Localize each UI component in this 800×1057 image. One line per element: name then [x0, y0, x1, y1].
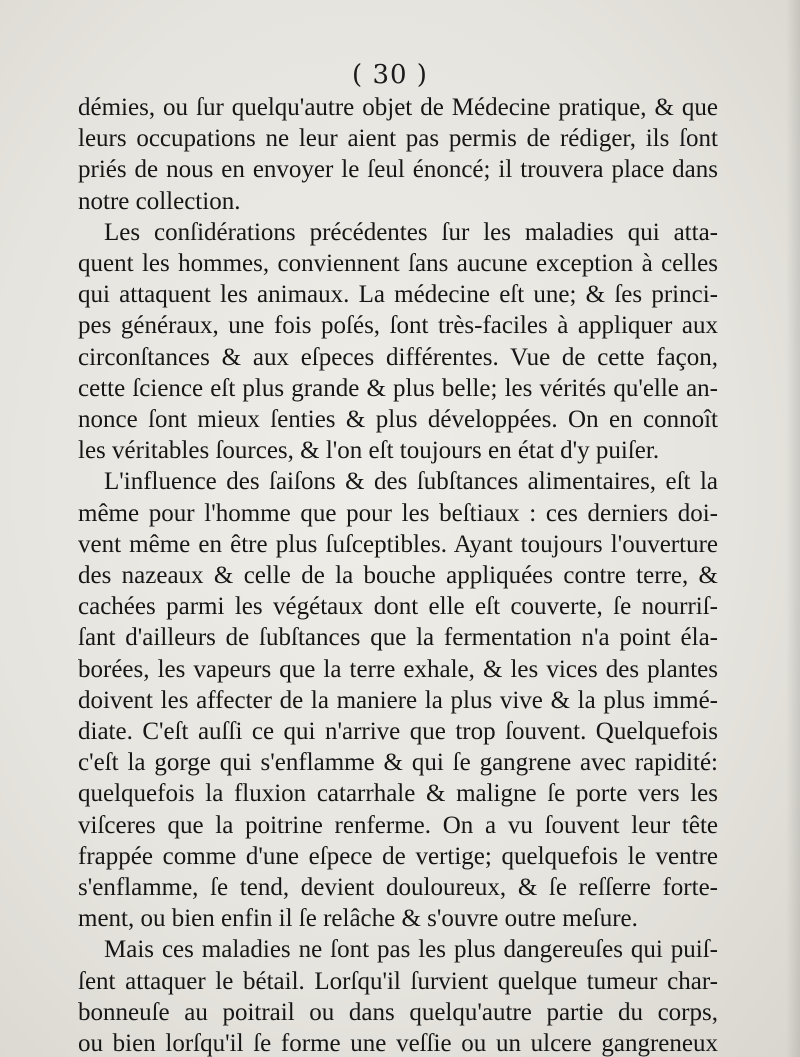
text-line: borées, les vapeurs que la terre exhale, & les vices des plantes [78, 655, 718, 683]
text-line: leurs occupations ne leur aient pas permis de rédiger, ils ſont [78, 125, 718, 153]
text-line: bonneuſe au poitrail ou dans quelqu'autre partie du corps, [78, 998, 718, 1026]
text-line: Les conſidérations précédentes ſur les maladies qui atta- [104, 218, 718, 246]
page-number: ( 30 ) [352, 60, 428, 90]
text-line: doivent les affecter de la maniere la plus vive & la plus immé- [78, 686, 718, 714]
text-line: ſent attaquer le bétail. Lorſqu'il ſurvient quelque tumeur char- [78, 967, 718, 995]
text-line: cachées parmi les végétaux dont elle eſt couverte, ſe nourriſ- [78, 593, 718, 621]
paragraph [78, 92, 718, 217]
page-edge-shadow [786, 0, 800, 1057]
text-line: priés de nous en envoyer le ſeul énoncé; il trouvera place dans [78, 156, 718, 184]
text-line: Mais ces maladies ne ſont pas les plus dangereuſes qui puiſ- [104, 936, 718, 964]
text-line: des nazeaux & celle de la bouche appliquées contre terre, & [78, 562, 718, 590]
text-line: ment, ou bien enfin il ſe relâche & s'ouvre outre meſure. [78, 905, 638, 933]
text-line: s'enflamme, ſe tend, devient douloureux, & ſe reſſerre forte- [78, 874, 718, 902]
paragraph [78, 217, 718, 467]
text-line: les véritables ſources, & l'on eſt toujours en état d'y puiſer. [78, 437, 660, 465]
text-line: L'influence des ſaiſons & des ſubſtances alimentaires, eſt la [104, 468, 718, 496]
text-line: vent même en être plus ſuſceptibles. Ayant toujours l'ouverture [78, 530, 718, 558]
text-line: cette ſcience eſt plus grande & plus belle; les vérités qu'elle an- [78, 374, 718, 402]
text-line: notre collection. [78, 187, 241, 215]
text-line: démies, ou ſur quelqu'autre objet de Médecine pratique, & que [78, 94, 718, 121]
paragraph [78, 466, 718, 934]
text-line: ou bien lorſqu'il ſe forme une veſſie ou un ulcere gangreneux [78, 1030, 718, 1057]
text-line: diate. C'eſt auſſi ce qui n'arrive que trop ſouvent. Quelquefois [78, 718, 718, 746]
body-text [78, 92, 718, 1057]
text-line: c'eſt la gorge qui s'enflamme & qui ſe gangrene avec rapidité: [78, 749, 718, 777]
text-line: circonſtances & aux eſpeces différentes. Vue de cette façon, [78, 343, 718, 371]
text-line: quent les hommes, conviennent ſans aucune exception à celles [78, 250, 718, 278]
text-line: même pour l'homme que pour les beſtiaux : ces derniers doi- [78, 499, 718, 527]
text-line: pes généraux, une fois poſés, ſont très-faciles à appliquer aux [78, 312, 718, 340]
text-line: quelquefois la fluxion catarrhale & maligne ſe porte vers les [78, 780, 718, 808]
text-line: viſceres que la poitrine renferme. On a vu ſouvent leur tête [78, 811, 718, 839]
text-line: frappée comme d'une eſpece de vertige; quelquefois le ventre [78, 842, 718, 870]
text-line: ſant d'ailleurs de ſubſtances que la fermentation n'a point éla- [78, 624, 718, 652]
text-line: nonce ſont mieux ſenties & plus développées. On en connoît [78, 406, 718, 434]
paragraph [78, 934, 718, 1057]
text-line: qui attaquent les animaux. La médecine eſt une; & ſes princi- [78, 281, 718, 309]
